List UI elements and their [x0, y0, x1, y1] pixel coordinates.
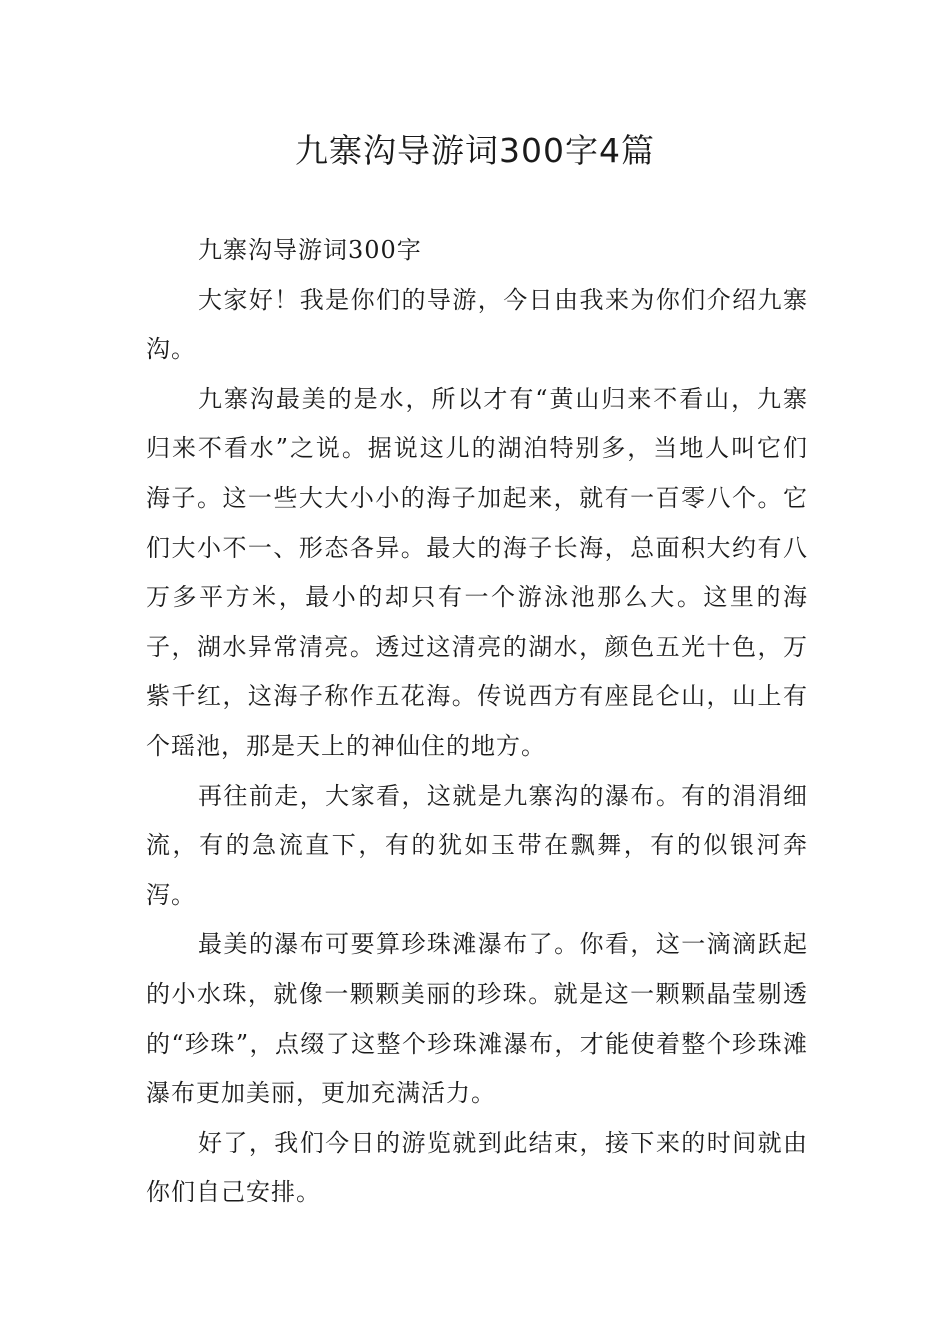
paragraph-greeting: 大家好！我是你们的导游，今日由我来为你们介绍九寨沟。 [146, 285, 808, 364]
document-body [146, 226, 808, 1218]
paragraph-subtitle: 九寨沟导游词300字 [198, 236, 422, 264]
document-title: 九寨沟导游词300字4篇 [295, 131, 655, 170]
paragraph-lakes: 九寨沟最美的是水，所以才有“黄山归来不看山，九寨归来不看水”之说。据说这儿的湖泊特别多，当地人叫它们海子。这一些大大小小的海子加起来，就有一百零八个。它们大小不一、形态各异。最大的海子长海，总面积大约有八万多平方米，最小的却只有一个游泳池那么大。这里的海子，湖水异常清亮。透过这清亮的湖水，颜色五光十色，万紫千红，这海子称作五花海。传说西方有座昆仑山，山上有个瑶池，那是天上的神仙住的地方。 [146, 384, 808, 760]
paragraph-closing: 好了，我们今日的游览就到此结束，接下来的时间就由你们自己安排。 [146, 1128, 808, 1207]
paragraph-waterfalls: 再往前走，大家看，这就是九寨沟的瀑布。有的涓涓细流，有的急流直下，有的犹如玉带在飘舞，有的似银河奔泻。 [146, 781, 808, 909]
paragraph-pearl-shoal: 最美的瀑布可要算珍珠滩瀑布了。你看，这一滴滴跃起的小水珠，就像一颗颗美丽的珍珠。就是这一颗颗晶莹剔透的“珍珠”，点缀了这整个珍珠滩瀑布，才能使着整个珍珠滩瀑布更加美丽，更加充满活力。 [146, 930, 808, 1108]
